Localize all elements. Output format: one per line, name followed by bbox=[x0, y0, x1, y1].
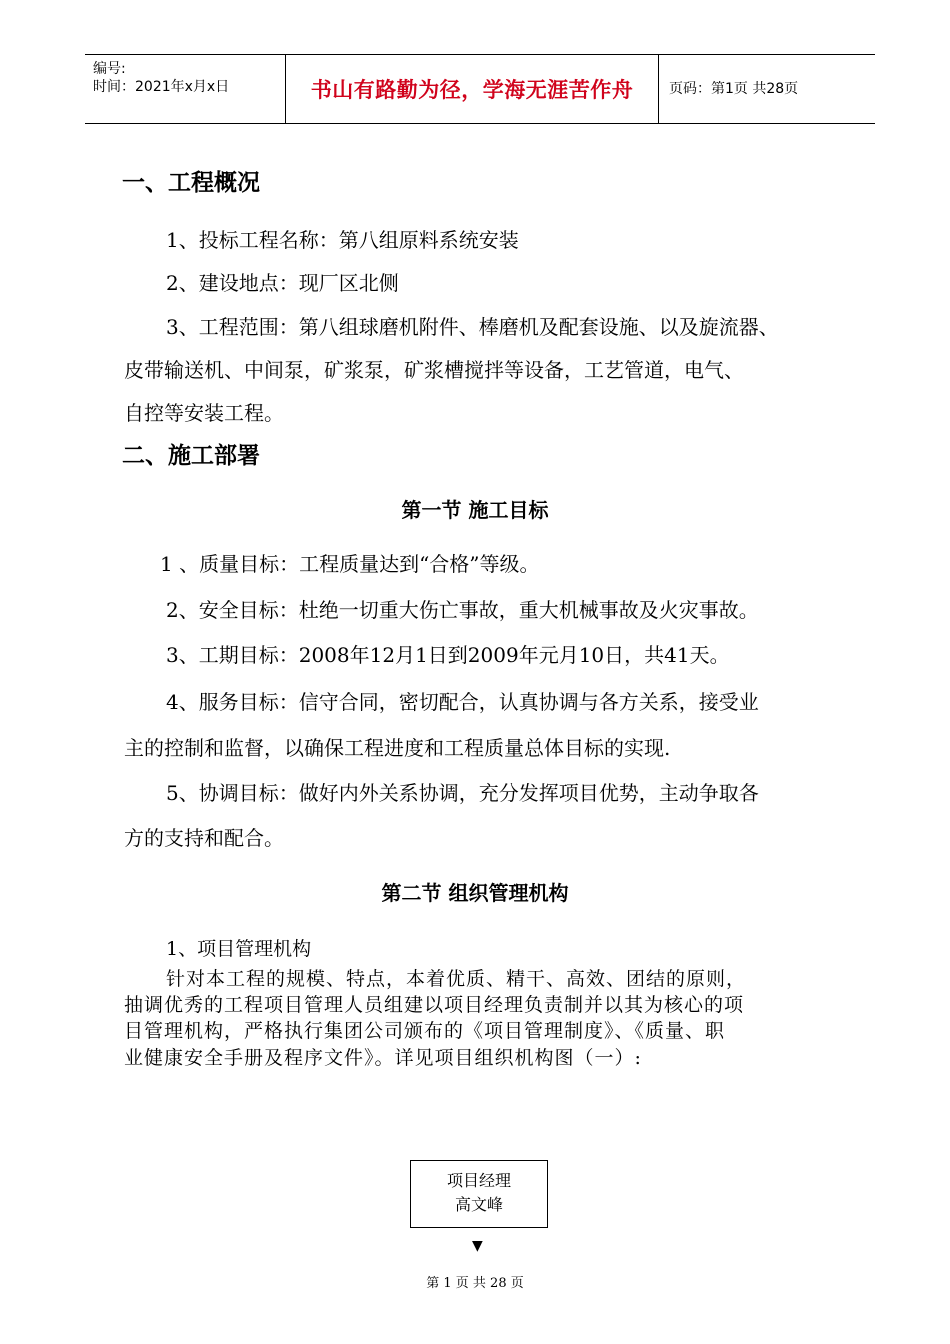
goal-safety: 2、安全目标：杜绝一切重大伤亡事故，重大机械事故及火灾事故。 bbox=[166, 598, 759, 622]
goal-coordination-a: 5、协调目标：做好内外关系协调，充分发挥项目优势，主动争取各 bbox=[166, 781, 759, 805]
subsection-title-organization: 第二节 组织管理机构 bbox=[381, 881, 569, 905]
overview-line-1: 1、投标工程名称：第八组原料系统安装 bbox=[166, 228, 519, 252]
header-motto-cell bbox=[286, 55, 659, 123]
org-paragraph-line-3: 目管理机构，严格执行集团公司颁布的《项目管理制度》、《质量、职 bbox=[124, 1020, 726, 1042]
org-heading: 1、项目管理机构 bbox=[166, 938, 312, 960]
goal-service-a: 4、服务目标：信守合同，密切配合，认真协调与各方关系，接受业 bbox=[166, 690, 759, 714]
org-paragraph-line-4: 业健康安全手册及程序文件》。详见项目组织机构图（一）: bbox=[124, 1047, 642, 1069]
org-paragraph-line-2: 抽调优秀的工程项目管理人员组建以项目经理负责制并以其为核心的项 bbox=[124, 994, 745, 1016]
header-page-cell bbox=[659, 55, 875, 123]
overview-line-2: 2、建设地点：现厂区北侧 bbox=[166, 271, 399, 295]
subsection-title-goals: 第一节 施工目标 bbox=[401, 498, 549, 522]
page-number-label: 页码：第1页 共28页 bbox=[669, 81, 799, 97]
org-paragraph-line-1: 针对本工程的规模、特点，本着优质、精干、高效、团结的原则， bbox=[166, 968, 747, 990]
org-box-title: 项目经理 bbox=[446, 1171, 511, 1190]
page-footer: 第 1 页 共 28 页 bbox=[426, 1276, 524, 1291]
org-box-name: 高文峰 bbox=[454, 1195, 503, 1214]
header-left-cell bbox=[85, 55, 286, 123]
goal-service-b: 主的控制和监督，以确保工程进度和工程质量总体目标的实现. bbox=[124, 736, 671, 760]
goal-coordination-b: 方的支持和配合。 bbox=[124, 826, 284, 850]
overview-line-3b: 皮带输送机、中间泵，矿浆泵，矿浆槽搅拌等设备，工艺管道，电气、 bbox=[124, 358, 744, 382]
org-chart-box-project-manager bbox=[410, 1160, 548, 1228]
goal-schedule: 3、工期目标：2008年12月1日到2009年元月10日，共41天。 bbox=[166, 643, 730, 667]
section-title-overview: 一、工程概况 bbox=[122, 170, 260, 196]
date-label: 时间：2021年x月x日 bbox=[93, 79, 230, 95]
section-title-deployment: 二、施工部署 bbox=[122, 443, 260, 469]
arrow-down-icon: ▼ bbox=[472, 1238, 483, 1254]
overview-line-3c: 自控等安装工程。 bbox=[124, 401, 284, 425]
goal-quality: 1 、质量目标：工程质量达到“合格”等级。 bbox=[160, 552, 540, 576]
overview-line-3a: 3、工程范围：第八组球磨机附件、棒磨机及配套设施、以及旋流器、 bbox=[166, 315, 779, 339]
number-label: 编号: bbox=[93, 61, 126, 77]
motto-text: 书山有路勤为径，学海无涯苦作舟 bbox=[310, 78, 634, 102]
page-header bbox=[85, 54, 875, 124]
